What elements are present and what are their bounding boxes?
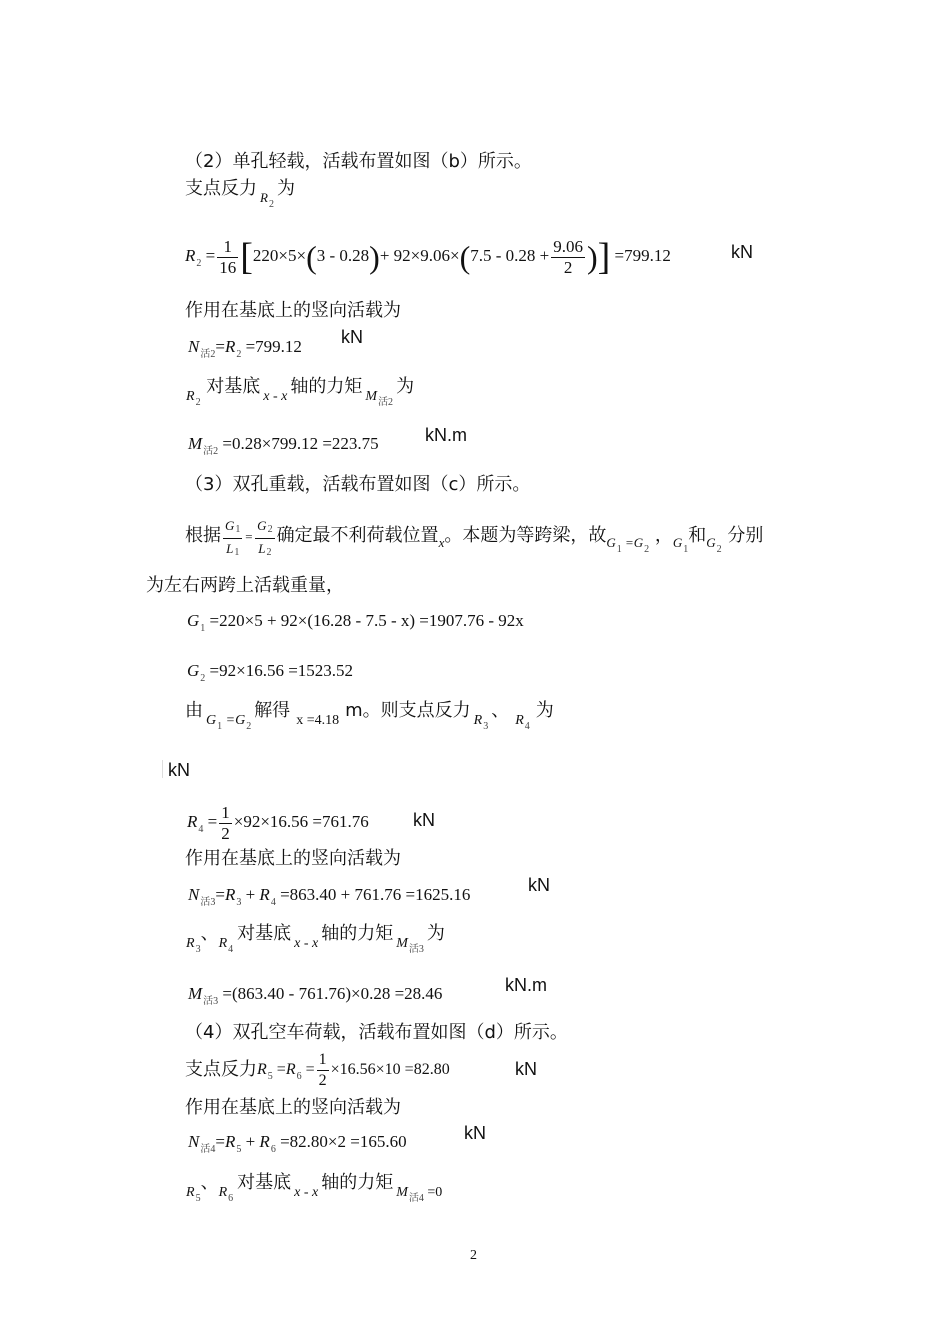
- solve-unit: m。则支点反力: [345, 700, 471, 721]
- equation-m4-value: =0: [427, 1185, 443, 1200]
- equation-m4: M活4 =0: [396, 1185, 443, 1204]
- equation-n2: $N_{活2}=R_2 =799.12$: [188, 337, 302, 360]
- criteria-and: 和: [688, 525, 707, 546]
- symbol-r4: R4: [218, 936, 234, 955]
- vertical-live-load-label-3: 作用在基底上的竖向活载为: [185, 1097, 401, 1118]
- equation-r56: $R_5 =R_6$ = $\frac{1}{2}$ ×16.56×10 =82.80: [257, 1051, 450, 1089]
- section-2-heading: （2）单孔轻载，活载布置如图（b）所示。: [185, 151, 532, 172]
- moment-r2-text3: 为: [396, 376, 415, 397]
- moment-r2-line: [186, 376, 415, 408]
- equation-r2-unit: kN: [731, 242, 753, 262]
- reaction-r56-label: 支点反力: [185, 1059, 257, 1080]
- symbol-g2: G2: [706, 535, 722, 555]
- vertical-live-load-label-1: 作用在基底上的竖向活载为: [185, 300, 401, 321]
- equation-n2-unit: kN: [341, 327, 363, 347]
- symbol-g1: G1: [672, 535, 689, 555]
- support-reaction-text: 支点反力: [185, 178, 257, 199]
- page-number: 2: [470, 1248, 477, 1263]
- criteria-continuation: 为左右两跨上活载重量，: [146, 575, 344, 596]
- moment-r2-text1: 对基底: [206, 376, 261, 397]
- equation-n3-unit: kN: [528, 875, 550, 895]
- symbol-m3: M活3: [396, 936, 424, 955]
- criteria-prefix: 根据: [185, 525, 221, 546]
- support-reaction-suffix: 为: [276, 178, 295, 199]
- axis-symbol: x - x: [294, 936, 319, 951]
- section-4-heading: （4）双孔空车荷载，活载布置如图（d）所示。: [185, 1022, 568, 1043]
- equation-r4-unit: kN: [413, 810, 435, 830]
- symbol-m2: M活2: [365, 389, 394, 408]
- vertical-live-load-label-2: 作用在基底上的竖向活载为: [185, 848, 401, 869]
- equation-n4-unit: kN: [464, 1123, 486, 1143]
- equation-n3-value: =863.40 + 761.76 =1625.16: [280, 885, 471, 904]
- equation-g2-value: =92×16.56 =1523.52: [209, 661, 354, 680]
- equation-m3: $M_{活3} =(863.40 - 761.76)\times 0.28 =28.46$: [188, 984, 443, 1007]
- moment-r34-text1: 对基底: [237, 923, 292, 944]
- moment-r2-text2: 轴的力矩: [290, 376, 363, 397]
- support-reaction-label: [185, 178, 295, 210]
- reaction-r56-line: [185, 1050, 450, 1090]
- equation-g1-value: =220×5 + 92×(16.28 - 7.5 - x) =1907.76 - 92x: [209, 611, 524, 630]
- equation-m3-unit: kN.m: [505, 975, 547, 995]
- equation-m2-unit: kN.m: [425, 425, 467, 445]
- symbol-r3: R3: [186, 936, 201, 955]
- criteria-mid2: 。本题为等跨梁，故: [444, 525, 607, 546]
- solve-sep: 、: [491, 700, 510, 721]
- symbol-r2: R2: [186, 389, 201, 408]
- g1-equals-g2: G1 =G2: [206, 713, 252, 732]
- symbol-r2: R2: [260, 190, 274, 210]
- equation-r2-value: =799.12: [614, 246, 671, 265]
- moment-r56-line: $_{R_5}$、$_{R_6}$对基底 $_{x - x}$ 轴的力矩 $_{M_{活4} =0}$: [186, 1172, 443, 1204]
- moment-r34-line: $_{R_3}$、$_{R_4}$对基底 $_{x - x}$ 轴的力矩 $_{M_{活3}}$为: [186, 923, 445, 955]
- equation-n2-value: =799.12: [245, 337, 302, 356]
- axis-symbol: x - x: [263, 389, 288, 404]
- equation-n4: $N_{活4}=R_5 + R_6 =82.80\times 2 =165.60$: [188, 1132, 407, 1155]
- equation-m3-value: =(863.40 - 761.76)×0.28 =28.46: [222, 984, 443, 1003]
- solve-mid: 解得: [254, 700, 291, 721]
- equation-g1: $G_1 =220\times 5 + 92\times(16.28 - 7.5 - x) =1907.76 - 92x$: [187, 611, 524, 634]
- equation-n3: $N_{活3}=R_3 + R_4 =863.40 + 761.76 =1625.16$: [188, 885, 471, 908]
- equation-r56-value: ×16.56×10 =82.80: [330, 1061, 450, 1079]
- criteria-end: 分别: [727, 525, 764, 546]
- axis-symbol: x - x: [294, 1185, 319, 1200]
- symbol-r3: R3: [473, 713, 489, 732]
- symbol-r4: R4: [515, 713, 530, 732]
- orphan-kn-unit: kN: [168, 760, 190, 780]
- symbol-r5: R5: [186, 1185, 201, 1204]
- ratio-equation: $\frac{G1}{L1}$ = $\frac{G2}{L2}$: [225, 517, 273, 558]
- criteria-mid: 确定最不利荷载位置: [276, 525, 439, 546]
- equation-m2-value: =0.28×799.12 =223.75: [222, 434, 379, 453]
- g1-equals-g2: G1 =G2: [606, 535, 650, 555]
- moment-r34-text2: 轴的力矩: [321, 923, 394, 944]
- symbol-x: x: [438, 535, 445, 550]
- solve-prefix: 由: [185, 700, 203, 721]
- equation-r56-unit: kN: [515, 1059, 537, 1079]
- moment-r34-text3: 为: [426, 923, 445, 944]
- moment-r56-text1: 对基底: [237, 1172, 292, 1193]
- equation-n4-value: =82.80×2 =165.60: [280, 1132, 407, 1151]
- criteria-line: 根据 $\frac{G1}{L1}$ = $\frac{G2}{L2}$ 确定最不利荷载位置$_x$。本题为等跨梁，故$_{G_1 =G_2}$ ，$_{G_1}$和$_{G_2}$ 分别: [185, 517, 764, 558]
- equation-r2: $R_2$ = $\frac{1}{16}$ [220×5×(3 - 0.28)+ 92×9.06×(7.5 - 0.28 + $\frac{9.06}{2}$ )] =799.12: [185, 236, 671, 279]
- solve-line: [185, 700, 554, 732]
- equation-g2: $G_2 =92\times 16.56 =1523.52$: [187, 661, 354, 684]
- equation-r4: $R_4$ = $\frac{1}{2}$ ×92×16.56 =761.76: [187, 802, 369, 843]
- equation-m2: $M_{活2} =0.28\times 799.12 =223.75$: [188, 434, 379, 457]
- section-3-heading: （3）双孔重载，活载布置如图（c）所示。: [185, 474, 531, 495]
- solve-x: x =4.18: [296, 713, 340, 728]
- solve-end: 为: [535, 700, 554, 721]
- moment-r56-text2: 轴的力矩: [321, 1172, 394, 1193]
- symbol-r6: R6: [218, 1185, 234, 1204]
